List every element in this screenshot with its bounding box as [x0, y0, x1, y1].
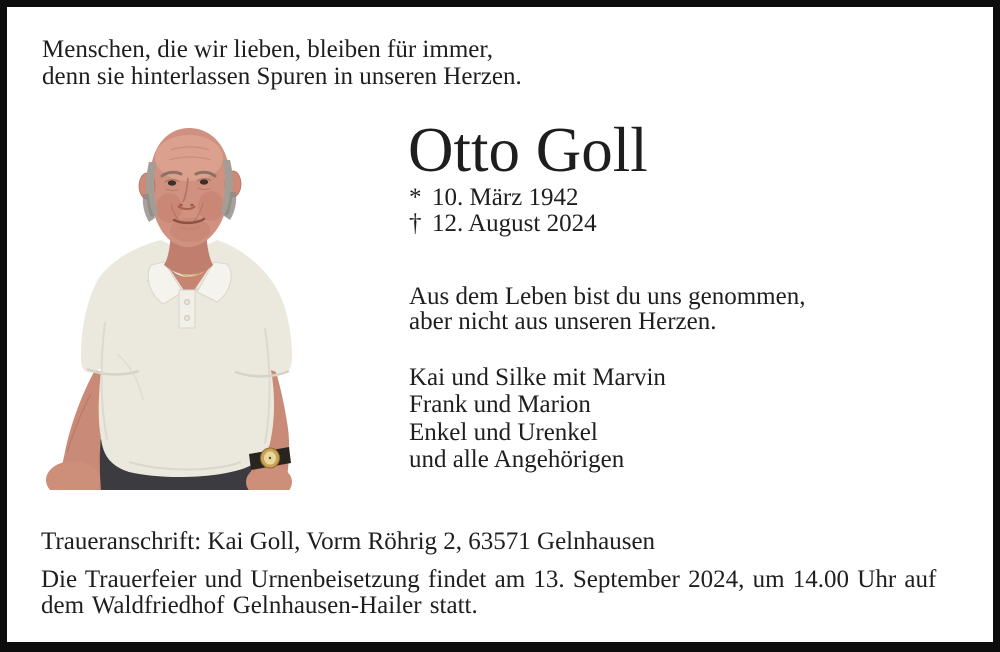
birth-date-row — [409, 185, 597, 211]
portrait-head — [139, 128, 241, 247]
birth-date: 10. März 1942 — [432, 184, 579, 211]
mourner-line: und alle Angehörigen — [409, 446, 625, 474]
death-date: 12. August 2024 — [432, 209, 597, 237]
funeral-line-2: dem Waldfriedhof Gelnhausen-Hailer statt. — [41, 591, 478, 619]
life-dates — [409, 185, 597, 236]
portrait-shirt — [81, 240, 292, 477]
mourners-list — [409, 364, 666, 474]
birth-star-symbol: * — [409, 184, 422, 211]
mourner-line: Enkel und Urenkel — [409, 418, 598, 446]
verse-line-1: Aus dem Leben bist du uns genommen, — [409, 283, 806, 310]
death-cross-symbol: † — [409, 209, 422, 237]
memorial-verse — [409, 285, 805, 334]
verse-line-2: aber nicht aus unseren Herzen. — [409, 307, 717, 335]
epigraph-line-2: denn sie hinterlassen Spuren in unseren Herzen. — [42, 63, 522, 90]
mourner-line: Kai und Silke mit Marvin — [409, 364, 666, 391]
funeral-line-1: Die Trauerfeier und Urnenbeisetzung findet am 13. September 2024, um 14.00 Uhr auf — [41, 566, 937, 593]
condolence-address: Traueranschrift: Kai Goll, Vorm Röhrig 2, 63571 Gelnhausen — [41, 528, 656, 555]
funeral-notice — [41, 567, 936, 619]
epigraph-line-1: Menschen, die wir lieben, bleiben für immer, — [42, 36, 493, 63]
portrait-photo — [43, 122, 305, 490]
mourner-line: Frank und Marion — [409, 391, 591, 419]
death-date-row — [409, 211, 597, 237]
deceased-name: Otto Goll — [408, 115, 648, 185]
epigraph — [42, 36, 522, 90]
